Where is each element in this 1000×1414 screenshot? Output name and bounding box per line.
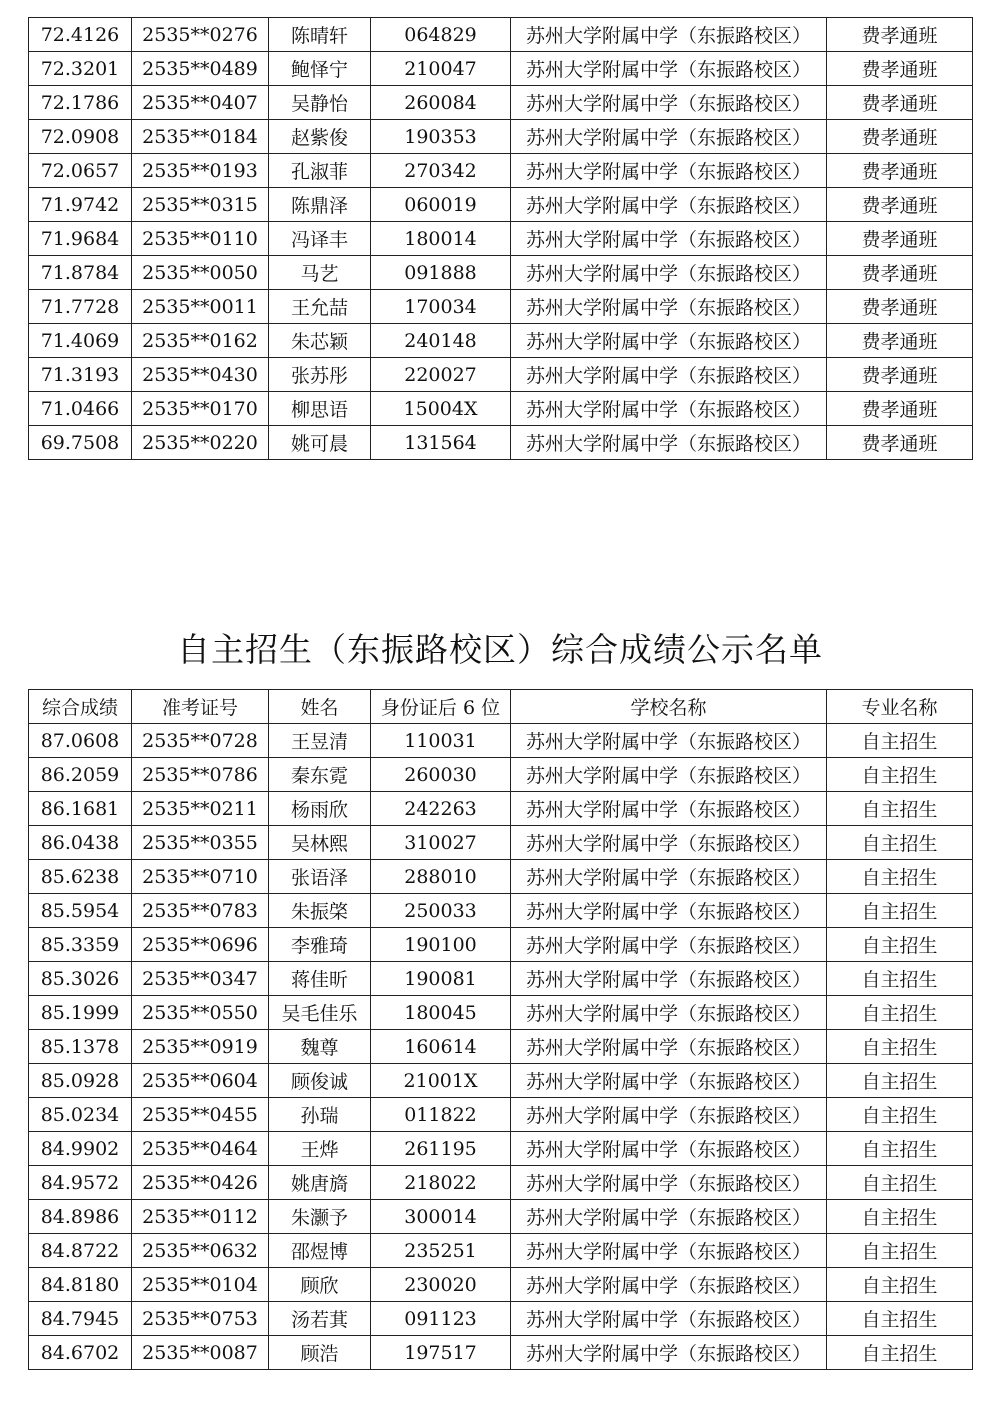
cell-program: 费孝通班 xyxy=(827,188,973,222)
cell-school: 苏州大学附属中学（东振路校区） xyxy=(511,324,827,358)
cell-id-last6: 197517 xyxy=(371,1336,511,1370)
cell-id-last6: 131564 xyxy=(371,426,511,460)
cell-school: 苏州大学附属中学（东振路校区） xyxy=(511,290,827,324)
cell-exam-number: 2535**0696 xyxy=(132,928,269,962)
cell-score: 85.5954 xyxy=(29,894,132,928)
cell-program: 自主招生 xyxy=(827,758,973,792)
cell-score: 84.8986 xyxy=(29,1200,132,1234)
table-row xyxy=(29,18,973,52)
cell-school: 苏州大学附属中学（东振路校区） xyxy=(511,1030,827,1064)
cell-program: 费孝通班 xyxy=(827,154,973,188)
cell-school: 苏州大学附属中学（东振路校区） xyxy=(511,1234,827,1268)
cell-exam-number: 2535**0315 xyxy=(132,188,269,222)
cell-id-last6: 064829 xyxy=(371,18,511,52)
table-row xyxy=(29,1200,973,1234)
cell-program: 费孝通班 xyxy=(827,120,973,154)
cell-score: 72.4126 xyxy=(29,18,132,52)
score-table-autonomous-body xyxy=(29,724,973,1370)
cell-school: 苏州大学附属中学（东振路校区） xyxy=(511,188,827,222)
cell-school: 苏州大学附属中学（东振路校区） xyxy=(511,1098,827,1132)
table-row xyxy=(29,120,973,154)
cell-score: 72.0908 xyxy=(29,120,132,154)
cell-name: 顾欣 xyxy=(269,1268,371,1302)
cell-program: 自主招生 xyxy=(827,1234,973,1268)
cell-exam-number: 2535**0011 xyxy=(132,290,269,324)
table-row xyxy=(29,1166,973,1200)
table-row xyxy=(29,1268,973,1302)
table-row xyxy=(29,1098,973,1132)
cell-score: 84.9572 xyxy=(29,1166,132,1200)
cell-id-last6: 310027 xyxy=(371,826,511,860)
cell-school: 苏州大学附属中学（东振路校区） xyxy=(511,826,827,860)
cell-school: 苏州大学附属中学（东振路校区） xyxy=(511,222,827,256)
cell-name: 吴静怡 xyxy=(269,86,371,120)
cell-exam-number: 2535**0162 xyxy=(132,324,269,358)
cell-school: 苏州大学附属中学（东振路校区） xyxy=(511,18,827,52)
cell-program: 费孝通班 xyxy=(827,358,973,392)
cell-exam-number: 2535**0347 xyxy=(132,962,269,996)
cell-name: 秦东霓 xyxy=(269,758,371,792)
cell-school: 苏州大学附属中学（东振路校区） xyxy=(511,860,827,894)
cell-school: 苏州大学附属中学（东振路校区） xyxy=(511,1268,827,1302)
cell-exam-number: 2535**0783 xyxy=(132,894,269,928)
cell-name: 陈晴轩 xyxy=(269,18,371,52)
cell-id-last6: 260084 xyxy=(371,86,511,120)
cell-score: 84.8722 xyxy=(29,1234,132,1268)
table-row xyxy=(29,1336,973,1370)
cell-school: 苏州大学附属中学（东振路校区） xyxy=(511,1166,827,1200)
header-program: 专业名称 xyxy=(827,690,973,724)
cell-program: 自主招生 xyxy=(827,894,973,928)
cell-school: 苏州大学附属中学（东振路校区） xyxy=(511,996,827,1030)
cell-score: 85.0234 xyxy=(29,1098,132,1132)
cell-school: 苏州大学附属中学（东振路校区） xyxy=(511,1336,827,1370)
cell-name: 朱芯颖 xyxy=(269,324,371,358)
cell-school: 苏州大学附属中学（东振路校区） xyxy=(511,1132,827,1166)
cell-program: 费孝通班 xyxy=(827,52,973,86)
cell-score: 71.7728 xyxy=(29,290,132,324)
cell-program: 自主招生 xyxy=(827,792,973,826)
cell-score: 72.1786 xyxy=(29,86,132,120)
cell-id-last6: 230020 xyxy=(371,1268,511,1302)
cell-id-last6: 261195 xyxy=(371,1132,511,1166)
table-row xyxy=(29,290,973,324)
table-row xyxy=(29,860,973,894)
cell-name: 姚可晨 xyxy=(269,426,371,460)
cell-program: 自主招生 xyxy=(827,1030,973,1064)
cell-exam-number: 2535**0184 xyxy=(132,120,269,154)
cell-name: 顾浩 xyxy=(269,1336,371,1370)
cell-id-last6: 091123 xyxy=(371,1302,511,1336)
cell-score: 71.9742 xyxy=(29,188,132,222)
cell-score: 84.9902 xyxy=(29,1132,132,1166)
cell-name: 蒋佳昕 xyxy=(269,962,371,996)
cell-school: 苏州大学附属中学（东振路校区） xyxy=(511,426,827,460)
cell-exam-number: 2535**0728 xyxy=(132,724,269,758)
cell-id-last6: 011822 xyxy=(371,1098,511,1132)
cell-program: 自主招生 xyxy=(827,1302,973,1336)
cell-id-last6: 235251 xyxy=(371,1234,511,1268)
cell-program: 费孝通班 xyxy=(827,222,973,256)
cell-exam-number: 2535**0550 xyxy=(132,996,269,1030)
cell-score: 85.0928 xyxy=(29,1064,132,1098)
cell-exam-number: 2535**0426 xyxy=(132,1166,269,1200)
cell-exam-number: 2535**0087 xyxy=(132,1336,269,1370)
table-row xyxy=(29,894,973,928)
cell-exam-number: 2535**0170 xyxy=(132,392,269,426)
cell-id-last6: 180014 xyxy=(371,222,511,256)
header-name: 姓名 xyxy=(269,690,371,724)
cell-name: 邵煜博 xyxy=(269,1234,371,1268)
cell-program: 费孝通班 xyxy=(827,290,973,324)
table-row xyxy=(29,1064,973,1098)
cell-school: 苏州大学附属中学（东振路校区） xyxy=(511,894,827,928)
cell-program: 自主招生 xyxy=(827,1098,973,1132)
table-row xyxy=(29,154,973,188)
cell-school: 苏州大学附属中学（东振路校区） xyxy=(511,928,827,962)
cell-exam-number: 2535**0919 xyxy=(132,1030,269,1064)
cell-program: 费孝通班 xyxy=(827,86,973,120)
cell-name: 孔淑菲 xyxy=(269,154,371,188)
cell-exam-number: 2535**0632 xyxy=(132,1234,269,1268)
cell-id-last6: 300014 xyxy=(371,1200,511,1234)
cell-name: 王昱清 xyxy=(269,724,371,758)
cell-name: 吴林熙 xyxy=(269,826,371,860)
cell-exam-number: 2535**0430 xyxy=(132,358,269,392)
cell-exam-number: 2535**0355 xyxy=(132,826,269,860)
cell-score: 85.3359 xyxy=(29,928,132,962)
cell-id-last6: 218022 xyxy=(371,1166,511,1200)
cell-school: 苏州大学附属中学（东振路校区） xyxy=(511,1064,827,1098)
table-row xyxy=(29,426,973,460)
cell-program: 自主招生 xyxy=(827,1200,973,1234)
cell-name: 王允喆 xyxy=(269,290,371,324)
cell-id-last6: 110031 xyxy=(371,724,511,758)
header-score: 综合成绩 xyxy=(29,690,132,724)
cell-score: 85.1378 xyxy=(29,1030,132,1064)
cell-program: 自主招生 xyxy=(827,962,973,996)
cell-name: 吴毛佳乐 xyxy=(269,996,371,1030)
cell-score: 71.9684 xyxy=(29,222,132,256)
table-row xyxy=(29,1302,973,1336)
cell-name: 魏尊 xyxy=(269,1030,371,1064)
cell-school: 苏州大学附属中学（东振路校区） xyxy=(511,792,827,826)
table-row xyxy=(29,222,973,256)
cell-program: 费孝通班 xyxy=(827,18,973,52)
cell-school: 苏州大学附属中学（东振路校区） xyxy=(511,1200,827,1234)
cell-score: 71.3193 xyxy=(29,358,132,392)
cell-name: 鲍怿宁 xyxy=(269,52,371,86)
cell-id-last6: 250033 xyxy=(371,894,511,928)
cell-school: 苏州大学附属中学（东振路校区） xyxy=(511,392,827,426)
cell-name: 李雅琦 xyxy=(269,928,371,962)
cell-name: 赵紫俊 xyxy=(269,120,371,154)
cell-program: 自主招生 xyxy=(827,860,973,894)
table-row xyxy=(29,1132,973,1166)
cell-school: 苏州大学附属中学（东振路校区） xyxy=(511,52,827,86)
cell-school: 苏州大学附属中学（东振路校区） xyxy=(511,758,827,792)
table-header-row xyxy=(29,690,973,724)
cell-name: 朱灏予 xyxy=(269,1200,371,1234)
cell-exam-number: 2535**0220 xyxy=(132,426,269,460)
cell-exam-number: 2535**0112 xyxy=(132,1200,269,1234)
cell-exam-number: 2535**0464 xyxy=(132,1132,269,1166)
table-row xyxy=(29,724,973,758)
table-row xyxy=(29,962,973,996)
cell-id-last6: 15004X xyxy=(371,392,511,426)
cell-score: 71.8784 xyxy=(29,256,132,290)
cell-program: 费孝通班 xyxy=(827,324,973,358)
score-table-previous xyxy=(28,17,973,460)
cell-score: 71.4069 xyxy=(29,324,132,358)
cell-exam-number: 2535**0110 xyxy=(132,222,269,256)
cell-name: 杨雨欣 xyxy=(269,792,371,826)
cell-school: 苏州大学附属中学（东振路校区） xyxy=(511,962,827,996)
table-row xyxy=(29,758,973,792)
cell-name: 陈鼎泽 xyxy=(269,188,371,222)
cell-program: 自主招生 xyxy=(827,1268,973,1302)
table-row xyxy=(29,188,973,222)
cell-id-last6: 220027 xyxy=(371,358,511,392)
cell-name: 朱振棨 xyxy=(269,894,371,928)
cell-name: 王烨 xyxy=(269,1132,371,1166)
score-table-autonomous xyxy=(28,689,973,1370)
cell-name: 顾俊诚 xyxy=(269,1064,371,1098)
cell-school: 苏州大学附属中学（东振路校区） xyxy=(511,256,827,290)
table-row xyxy=(29,1030,973,1064)
cell-score: 72.3201 xyxy=(29,52,132,86)
cell-score: 87.0608 xyxy=(29,724,132,758)
cell-score: 72.0657 xyxy=(29,154,132,188)
table-row xyxy=(29,86,973,120)
cell-name: 马艺 xyxy=(269,256,371,290)
cell-name: 姚唐旖 xyxy=(269,1166,371,1200)
cell-program: 自主招生 xyxy=(827,996,973,1030)
cell-program: 自主招生 xyxy=(827,928,973,962)
cell-exam-number: 2535**0489 xyxy=(132,52,269,86)
cell-score: 71.0466 xyxy=(29,392,132,426)
cell-program: 自主招生 xyxy=(827,826,973,860)
cell-id-last6: 190081 xyxy=(371,962,511,996)
header-school: 学校名称 xyxy=(511,690,827,724)
cell-exam-number: 2535**0276 xyxy=(132,18,269,52)
cell-id-last6: 242263 xyxy=(371,792,511,826)
table-row xyxy=(29,928,973,962)
cell-score: 86.1681 xyxy=(29,792,132,826)
cell-school: 苏州大学附属中学（东振路校区） xyxy=(511,154,827,188)
cell-score: 84.7945 xyxy=(29,1302,132,1336)
cell-score: 85.3026 xyxy=(29,962,132,996)
table-row xyxy=(29,358,973,392)
score-table-previous-body xyxy=(29,18,973,460)
table-row xyxy=(29,996,973,1030)
cell-program: 费孝通班 xyxy=(827,426,973,460)
table-row xyxy=(29,256,973,290)
cell-program: 费孝通班 xyxy=(827,392,973,426)
table-row xyxy=(29,392,973,426)
cell-name: 冯译丰 xyxy=(269,222,371,256)
cell-school: 苏州大学附属中学（东振路校区） xyxy=(511,1302,827,1336)
cell-program: 自主招生 xyxy=(827,1336,973,1370)
cell-id-last6: 210047 xyxy=(371,52,511,86)
cell-score: 85.1999 xyxy=(29,996,132,1030)
table-row xyxy=(29,1234,973,1268)
cell-id-last6: 170034 xyxy=(371,290,511,324)
cell-name: 张苏彤 xyxy=(269,358,371,392)
header-exam-number: 准考证号 xyxy=(132,690,269,724)
cell-exam-number: 2535**0786 xyxy=(132,758,269,792)
cell-exam-number: 2535**0193 xyxy=(132,154,269,188)
table-row xyxy=(29,792,973,826)
cell-name: 孙瑞 xyxy=(269,1098,371,1132)
cell-exam-number: 2535**0455 xyxy=(132,1098,269,1132)
cell-id-last6: 288010 xyxy=(371,860,511,894)
cell-id-last6: 091888 xyxy=(371,256,511,290)
cell-program: 费孝通班 xyxy=(827,256,973,290)
cell-score: 84.6702 xyxy=(29,1336,132,1370)
cell-id-last6: 060019 xyxy=(371,188,511,222)
cell-school: 苏州大学附属中学（东振路校区） xyxy=(511,120,827,154)
cell-id-last6: 190353 xyxy=(371,120,511,154)
cell-score: 85.6238 xyxy=(29,860,132,894)
cell-school: 苏州大学附属中学（东振路校区） xyxy=(511,86,827,120)
cell-exam-number: 2535**0050 xyxy=(132,256,269,290)
cell-name: 柳思语 xyxy=(269,392,371,426)
cell-id-last6: 21001X xyxy=(371,1064,511,1098)
cell-id-last6: 190100 xyxy=(371,928,511,962)
cell-id-last6: 180045 xyxy=(371,996,511,1030)
cell-exam-number: 2535**0753 xyxy=(132,1302,269,1336)
header-id-last6: 身份证后 6 位 xyxy=(371,690,511,724)
cell-id-last6: 260030 xyxy=(371,758,511,792)
cell-id-last6: 240148 xyxy=(371,324,511,358)
cell-score: 86.0438 xyxy=(29,826,132,860)
cell-program: 自主招生 xyxy=(827,1166,973,1200)
cell-program: 自主招生 xyxy=(827,1064,973,1098)
cell-name: 张语泽 xyxy=(269,860,371,894)
cell-id-last6: 270342 xyxy=(371,154,511,188)
cell-score: 84.8180 xyxy=(29,1268,132,1302)
cell-program: 自主招生 xyxy=(827,724,973,758)
cell-exam-number: 2535**0104 xyxy=(132,1268,269,1302)
cell-score: 86.2059 xyxy=(29,758,132,792)
cell-exam-number: 2535**0710 xyxy=(132,860,269,894)
cell-school: 苏州大学附属中学（东振路校区） xyxy=(511,724,827,758)
cell-school: 苏州大学附属中学（东振路校区） xyxy=(511,358,827,392)
cell-score: 69.7508 xyxy=(29,426,132,460)
cell-program: 自主招生 xyxy=(827,1132,973,1166)
table-row xyxy=(29,826,973,860)
table-row xyxy=(29,52,973,86)
cell-exam-number: 2535**0407 xyxy=(132,86,269,120)
page-title: 自主招生（东振路校区）综合成绩公示名单 xyxy=(177,630,823,669)
cell-id-last6: 160614 xyxy=(371,1030,511,1064)
cell-exam-number: 2535**0604 xyxy=(132,1064,269,1098)
table-row xyxy=(29,324,973,358)
cell-name: 汤若萁 xyxy=(269,1302,371,1336)
cell-exam-number: 2535**0211 xyxy=(132,792,269,826)
